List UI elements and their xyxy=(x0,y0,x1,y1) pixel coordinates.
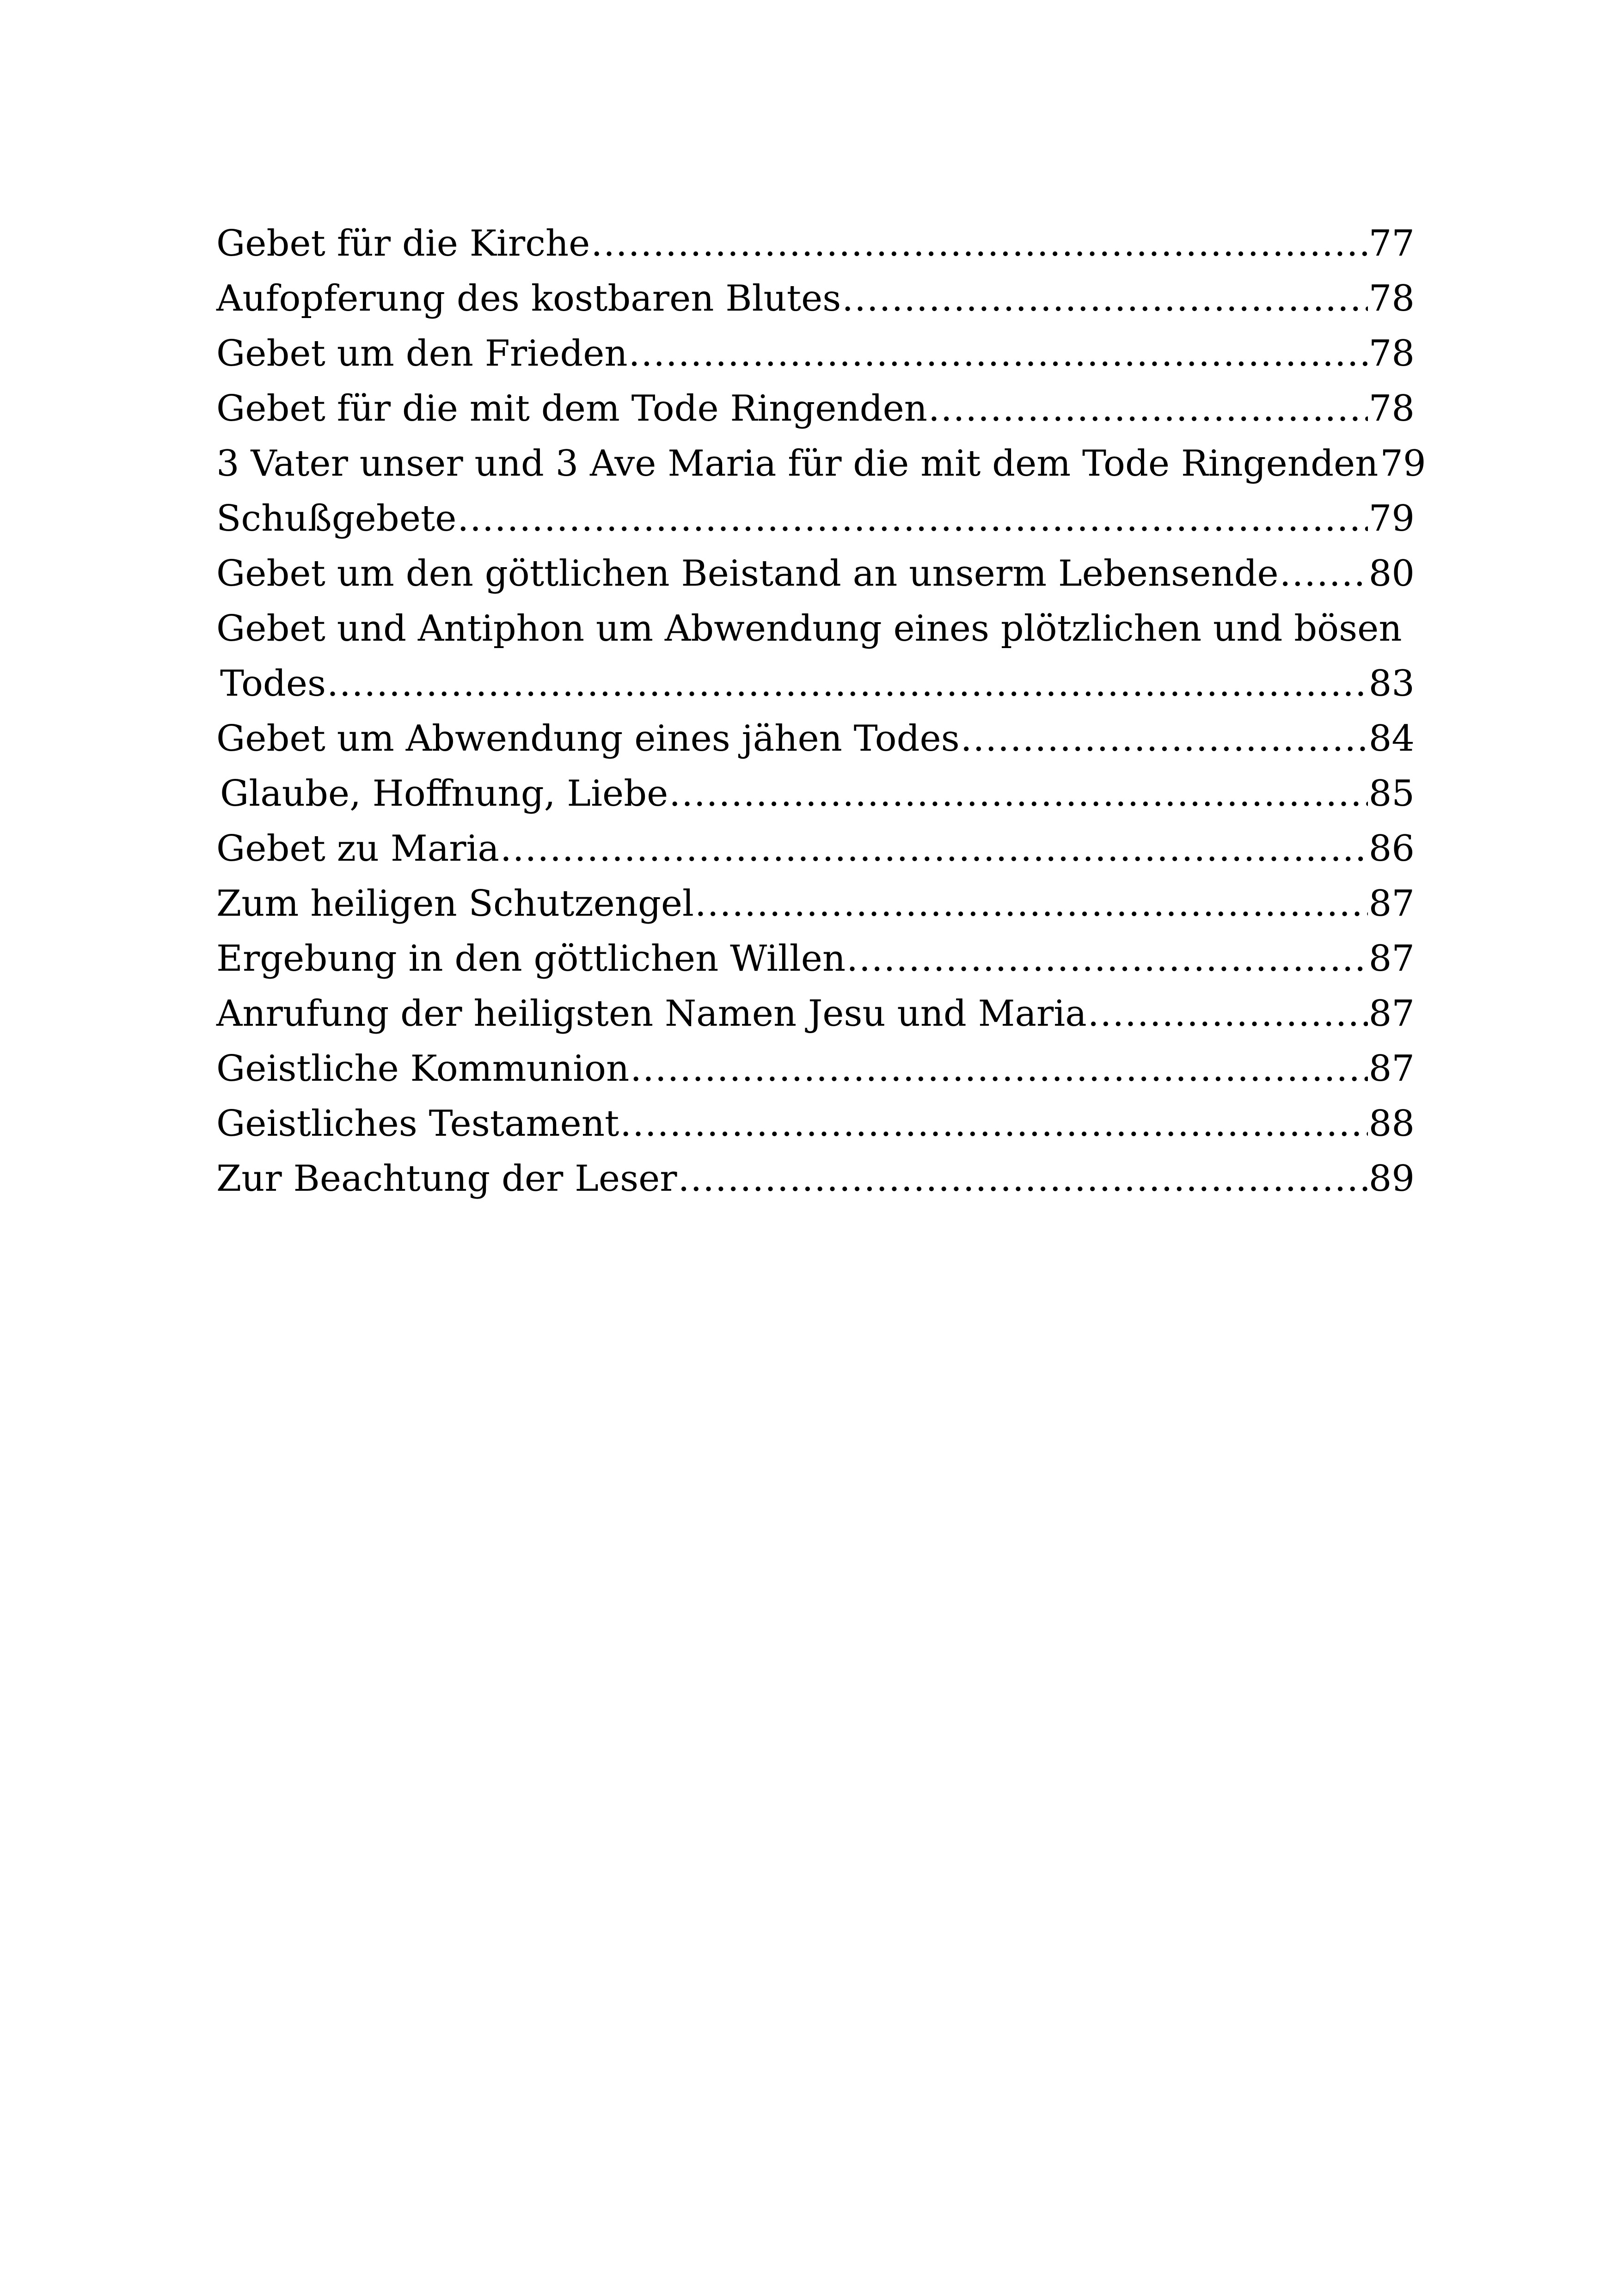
toc-entry-title: Geistliches Testament xyxy=(216,1103,619,1145)
toc-entry-page: 84 xyxy=(1368,718,1415,759)
toc-entry xyxy=(216,821,1415,876)
toc-entry xyxy=(216,216,1415,271)
toc-entry-title: Glaube, Hoffnung, Liebe xyxy=(220,773,668,814)
toc-entry-page: 87 xyxy=(1368,1048,1415,1090)
toc-entry-title: Todes xyxy=(220,663,326,704)
toc-entry-page: 89 xyxy=(1368,1158,1415,1200)
table-of-contents xyxy=(216,216,1426,1206)
toc-entry-page: 77 xyxy=(1368,223,1415,264)
toc-entry xyxy=(216,271,1415,326)
toc-entry-page: 80 xyxy=(1368,553,1415,594)
toc-dot-leader xyxy=(928,381,1368,436)
toc-entry-page: 79 xyxy=(1380,443,1426,484)
toc-dot-leader xyxy=(591,216,1367,271)
toc-entry-title: Geistliche Kommunion xyxy=(216,1048,630,1090)
toc-entry xyxy=(216,876,1415,931)
toc-entry-page: 88 xyxy=(1368,1103,1415,1145)
toc-entry-page: 83 xyxy=(1368,663,1415,704)
toc-dot-leader xyxy=(961,711,1368,766)
toc-entry xyxy=(216,1096,1415,1151)
toc-entry xyxy=(216,766,1415,821)
toc-entry xyxy=(216,986,1415,1041)
toc-dot-leader xyxy=(1088,986,1368,1041)
toc-entry xyxy=(216,1151,1415,1206)
toc-entry-title: Gebet um den göttlichen Beistand an unserm Lebensende xyxy=(216,553,1279,594)
toc-entry-page: 78 xyxy=(1368,388,1415,429)
toc-dot-leader xyxy=(500,821,1368,876)
toc-entry-page: 87 xyxy=(1368,938,1415,980)
toc-entry-title: Gebet zu Maria xyxy=(216,828,499,869)
toc-entry-title: Gebet um Abwendung eines jähen Todes xyxy=(216,718,960,759)
toc-entry xyxy=(216,1041,1415,1096)
toc-entry-page: 85 xyxy=(1368,773,1415,814)
toc-entry-title: Aufopferung des kostbaren Blutes xyxy=(216,278,841,319)
toc-entry xyxy=(216,491,1415,546)
toc-entry-page: 79 xyxy=(1368,498,1415,539)
toc-dot-leader xyxy=(846,931,1368,986)
toc-dot-leader xyxy=(327,656,1368,711)
toc-entry xyxy=(216,326,1415,381)
toc-entry xyxy=(216,436,1426,491)
toc-entry-title: Anrufung der heiligsten Namen Jesu und Maria xyxy=(216,993,1087,1035)
toc-dot-leader xyxy=(620,1096,1367,1151)
toc-entry xyxy=(216,931,1415,986)
toc-dot-leader xyxy=(695,876,1368,931)
toc-dot-leader xyxy=(630,1041,1368,1096)
toc-entry-page: 78 xyxy=(1368,333,1415,374)
toc-entry-title: Ergebung in den göttlichen Willen xyxy=(216,938,846,980)
toc-dot-leader xyxy=(669,766,1367,821)
toc-entry-title: Schußgebete xyxy=(216,498,457,539)
toc-entry-title: Gebet für die Kirche xyxy=(216,223,590,264)
toc-entry-title: Gebet um den Frieden xyxy=(216,333,628,374)
toc-entry-page: 87 xyxy=(1368,883,1415,925)
toc-dot-leader xyxy=(842,271,1367,326)
toc-entry-page: 87 xyxy=(1368,993,1415,1035)
toc-entry-title: Zum heiligen Schutzengel xyxy=(216,883,694,925)
toc-entry-page: 78 xyxy=(1368,278,1415,319)
toc-entry-title: 3 Vater unser und 3 Ave Maria für die mit dem Tode Ringenden xyxy=(216,443,1379,484)
toc-dot-leader xyxy=(457,491,1367,546)
toc-dot-leader xyxy=(678,1151,1368,1206)
toc-dot-leader xyxy=(1280,546,1368,601)
toc-entry xyxy=(216,711,1415,766)
toc-entry-title: Zur Beachtung der Leser xyxy=(216,1158,677,1200)
toc-entry-title: Gebet für die mit dem Tode Ringenden xyxy=(216,388,927,429)
toc-dot-leader xyxy=(629,326,1368,381)
toc-entry-page: 86 xyxy=(1368,828,1415,869)
toc-entry xyxy=(216,656,1415,711)
toc-entry-title-line1: Gebet und Antiphon um Abwendung eines plötzlichen und bösen xyxy=(216,608,1402,649)
toc-entry xyxy=(216,381,1415,436)
toc-entry xyxy=(216,546,1415,601)
